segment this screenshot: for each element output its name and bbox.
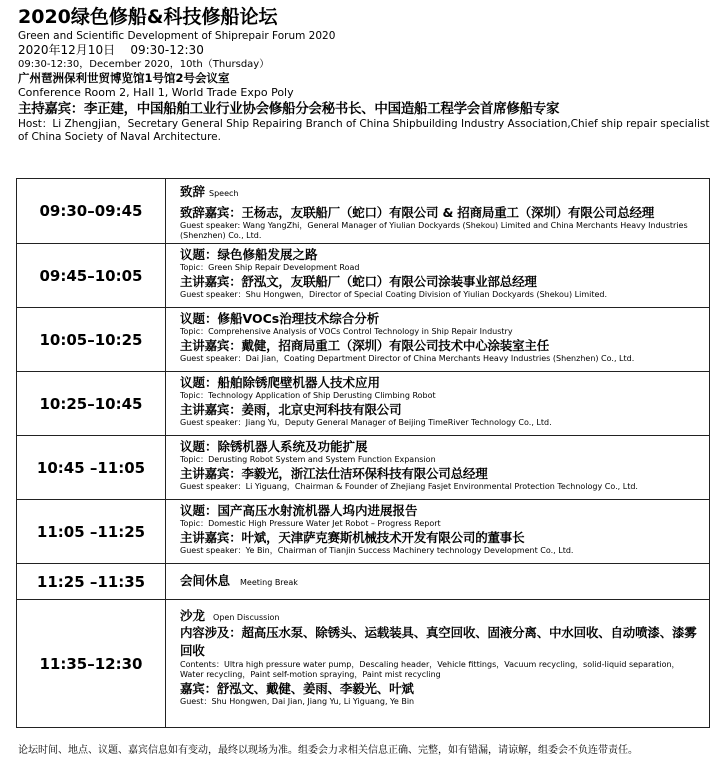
agenda-time: 11:25 –11:35 <box>17 564 166 600</box>
agenda-speaker-en: Guest speaker：Shu Hongwen，Director of Special Coating Division of Yiulian Dockyards (Shekou) Limited. <box>180 290 608 299</box>
forum-title-en: Green and Scientific Development of Shiprepair Forum 2020 <box>18 30 336 42</box>
agenda-speaker-en: Guest：Shu Hongwen, Dai Jian, Jiang Yu, Li Yiguang, Ye Bin <box>180 697 415 706</box>
forum-venue-en: Conference Room 2, Hall 1, World Trade Expo Poly <box>18 86 294 99</box>
agenda-time: 10:05–10:25 <box>17 308 166 372</box>
agenda-time: 11:35–12:30 <box>17 600 166 728</box>
agenda-topic-en: Topic：Derusting Robot System and System Function Expansion <box>180 455 436 464</box>
agenda-time: 09:30–09:45 <box>17 179 166 244</box>
agenda-row <box>17 600 710 728</box>
agenda-time: 10:25–10:45 <box>17 372 166 436</box>
forum-date-cn: 2020年12月10日 09:30-12:30 <box>18 43 204 57</box>
agenda-time: 09:45–10:05 <box>17 244 166 308</box>
agenda-table <box>16 178 710 728</box>
agenda-content <box>166 500 710 564</box>
agenda-row <box>17 244 710 308</box>
agenda-content <box>166 308 710 372</box>
agenda-row <box>17 564 710 600</box>
forum-title: 2020绿色修船&科技修船论坛 <box>18 6 278 28</box>
agenda-topic-en: Speech <box>209 189 239 198</box>
agenda-row <box>17 372 710 436</box>
agenda-time: 10:45 –11:05 <box>17 436 166 500</box>
agenda-content <box>166 179 710 244</box>
agenda-content <box>166 600 710 728</box>
agenda-row <box>17 500 710 564</box>
agenda-speaker-cn: 主讲嘉宾：舒泓文，友联船厂（蛇口）有限公司涂装事业部总经理 <box>180 274 537 289</box>
agenda-speaker-en: Guest speaker：Li Yiguang，Chairman & Founder of Zhejiang Fasjet Environmental Protection Technology Co., Ltd. <box>180 482 638 491</box>
agenda-topic-en: Meeting Break <box>240 578 298 587</box>
forum-host-cn: 主持嘉宾：李正建，中国船舶工业行业协会修船分会秘书长、中国造船工程学会首席修船专家 <box>18 101 560 117</box>
agenda-contents-en: Contents：Ultra high pressure water pump，Descaling header，Vehicle fittings，Vacuum recycling，solid-liquid separation，Water recycling，Paint self-motion spraying，Paint mist recycling <box>180 660 680 679</box>
agenda-row <box>17 308 710 372</box>
agenda-topic-cn: 致辞 <box>180 184 206 199</box>
agenda-content <box>166 564 710 600</box>
forum-header <box>18 6 718 144</box>
agenda-contents-cn: 内容涉及：超高压水泵、除锈头、运载装具、真空回收、固液分离、中水回收、自动喷漆、漆雾回收 <box>180 625 697 658</box>
agenda-topic-en: Topic：Comprehensive Analysis of VOCs Control Technology in Ship Repair Industry <box>180 327 513 336</box>
agenda-content <box>166 244 710 308</box>
agenda-topic-en: Topic：Technology Application of Ship Derusting Climbing Robot <box>180 391 436 400</box>
agenda-row <box>17 179 710 244</box>
agenda-topic-cn: 议题：修船VOCs治理技术综合分析 <box>180 311 380 326</box>
agenda-speaker-cn: 主讲嘉宾：姜雨，北京史河科技有限公司 <box>180 402 402 417</box>
agenda-topic-cn: 议题：除锈机器人系统及功能扩展 <box>180 439 368 454</box>
agenda-speaker-cn: 主讲嘉宾：戴健，招商局重工（深圳）有限公司技术中心涂装室主任 <box>180 338 550 353</box>
agenda-speaker-en: Guest speaker：Ye Bin，Chairman of Tianjin Success Machinery technology Development Co., Ltd. <box>180 546 574 555</box>
disclaimer-footer: 论坛时间、地点、议题、嘉宾信息如有变动，最终以现场为准。组委会力求相关信息正确、完整，如有错漏，请谅解，组委会不负连带责任。 <box>18 745 638 756</box>
agenda-speaker-cn: 主讲嘉宾：叶斌，天津萨克赛斯机械技术开发有限公司的董事长 <box>180 530 525 545</box>
agenda-topic <box>180 573 703 591</box>
agenda-row <box>17 436 710 500</box>
agenda-speaker-en: Guest speaker: Wang YangZhi，General Manager of Yiulian Dockyards (Shekou) Limited and China Merchants Heavy Industries (Shenzhen) Co., Ltd. <box>180 221 688 240</box>
agenda-speaker-cn: 主讲嘉宾：李毅光，浙江法仕洁环保科技有限公司总经理 <box>180 466 488 481</box>
agenda-time: 11:05 –11:25 <box>17 500 166 564</box>
agenda-topic <box>180 184 703 200</box>
agenda-topic-cn: 会间休息 <box>180 573 231 588</box>
forum-venue-cn: 广州琶洲保利世贸博览馆1号馆2号会议室 <box>18 71 230 85</box>
agenda-topic-cn: 议题：国产高压水射流机器人坞内进展报告 <box>180 503 418 518</box>
agenda-topic-en: Topic：Green Ship Repair Development Road <box>180 263 360 272</box>
agenda-speaker-cn: 嘉宾：舒泓文、戴健、姜雨、李毅光、叶斌 <box>180 681 414 696</box>
forum-host-en: Host：Li Zhengjian，Secretary General Ship Repairing Branch of China Shipbuilding Industry Association,Chief ship repair specialist of China Society of Naval Architecture. <box>18 118 710 143</box>
agenda-content <box>166 372 710 436</box>
agenda-topic-cn: 沙龙 <box>180 608 206 623</box>
agenda-speaker-cn: 致辞嘉宾：王杨志，友联船厂（蛇口）有限公司 & 招商局重工（深圳）有限公司总经理 <box>180 205 655 220</box>
agenda-topic-cn: 议题：船舶除锈爬壁机器人技术应用 <box>180 375 381 390</box>
agenda-speaker-en: Guest speaker：Jiang Yu，Deputy General Manager of Beijing TimeRiver Technology Co., Ltd. <box>180 418 552 427</box>
agenda-topic-cn: 议题：绿色修船发展之路 <box>180 247 318 262</box>
forum-date-en: 09:30-12:30，December 2020，10th（Thursday） <box>18 59 270 70</box>
agenda-topic-en: Open Discussion <box>213 613 280 622</box>
agenda-content <box>166 436 710 500</box>
agenda-speaker-en: Guest speaker：Dai Jian，Coating Department Director of China Merchants Heavy Industries (Shenzhen) Co., Ltd. <box>180 354 635 363</box>
agenda-topic-en: Topic：Domestic High Pressure Water Jet Robot – Progress Report <box>180 519 441 528</box>
agenda-topic <box>180 608 703 624</box>
